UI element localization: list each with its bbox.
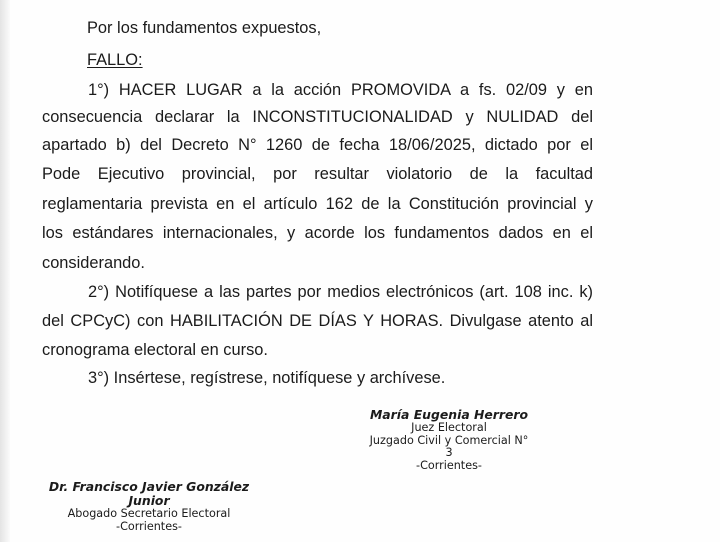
page-edge-shadow [0, 0, 10, 542]
resolution-line-3: apartado b) del Decreto N° 1260 de fecha 18/06/2025, dictado por el [42, 136, 593, 154]
resolution-line-5: reglamentaria prevista en el artículo 162 de la Constitución provincial y [42, 195, 593, 213]
closing-line: 3°) Insértese, regístrese, notifíquese y archívese. [88, 369, 446, 387]
judge-court: Juzgado Civil y Comercial N° [369, 433, 529, 447]
secretary-name-line-1: Dr. Francisco Javier González [48, 479, 250, 494]
resolution-line-1: 1°) HACER LUGAR a la acción PROMOVIDA a fs. 02/09 y en [88, 81, 593, 99]
judge-title: Juez Electoral [411, 421, 487, 434]
resolution-line-4: Pode Ejecutivo provincial, por resultar violatorio de la facultad [42, 165, 593, 183]
resolution-line-7: considerando. [42, 254, 145, 272]
secretary-place: -Corrientes- [116, 519, 182, 533]
judge-court-number: 3 [445, 446, 453, 459]
notification-line-3: cronograma electoral en curso. [42, 341, 268, 359]
fallo-heading: FALLO: [87, 51, 143, 69]
secretary-title: Abogado Secretario Electoral [67, 507, 231, 520]
secretary-name-line-2: Junior [128, 493, 170, 508]
intro-line: Por los fundamentos expuestos, [87, 19, 322, 37]
notification-line-1: 2°) Notifíquese a las partes por medios electrónicos (art. 108 inc. k) [88, 283, 593, 301]
secretary-signature-block [38, 480, 260, 533]
notification-line-2: del CPCyC) con HABILITACIÓN DE DÍAS Y HORAS. Divulgase atento al [42, 312, 593, 330]
judge-name: María Eugenia Herrero [369, 407, 529, 422]
judge-signature-block [360, 408, 538, 472]
resolution-line-2: consecuencia declarar la INCONSTITUCIONALIDAD y NULIDAD del [42, 108, 593, 126]
resolution-line-6: los estándares internacionales, y acorde los fundamentos dados en el [42, 224, 593, 242]
judge-place: -Corrientes- [416, 458, 482, 472]
